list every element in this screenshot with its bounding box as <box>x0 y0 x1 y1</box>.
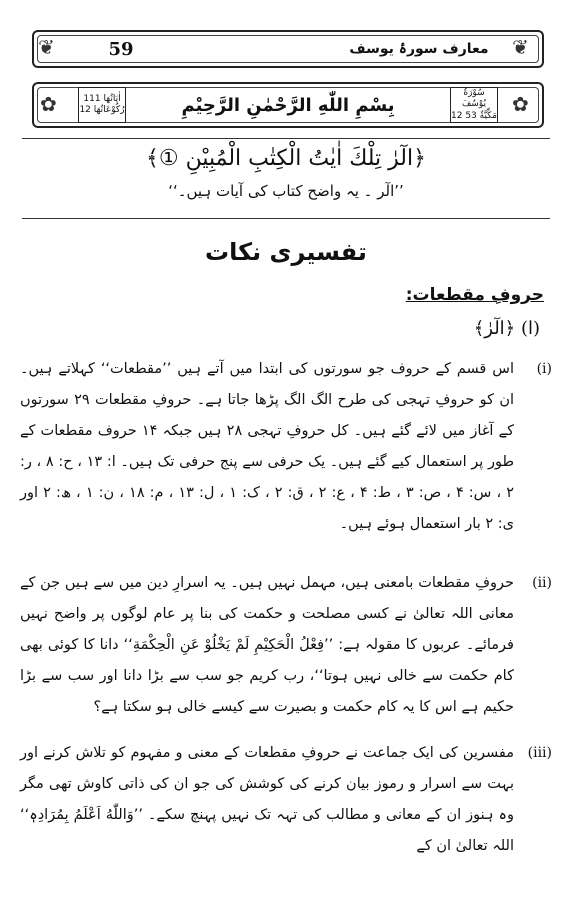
paragraph-3 <box>20 738 552 862</box>
paragraph-text: اس قسم کے حروف جو سورتوں کی ابتدا میں آتے ہیں ’’مقطعات‘‘ کہلاتے ہیں۔ ان کو حروفِ تہجی کی طرح الگ الگ پڑھا جاتا ہے۔ حروفِ مقطعات ۲۹ سورتوں کے آغاز میں لائے گئے ہیں۔ کل حروفِ تہجی ۲۸ ہیں جبکہ ۱۴ حروف مقطعات کے طور پر استعمال کیے گئے ہیں۔ یک حرفی سے پنج حرفی تک ہیں۔ ا: ۱۳ ، ح: ۸ ، ر: ۲ ، س: ۴ ، ص: ۳ ، ط: ۴ ، ع: ۲ ، ق: ۲ ، ک: ۱ ، ل: ۱۳ ، م: ۱۸ ، ن: ۱ ، ھ: ۲ اور ی: ۲ بار استعمال ہوئے ہیں۔ <box>20 361 514 532</box>
surah-name-box <box>450 87 498 123</box>
verse-translation: ’’الٓر ۔ یہ واضح کتاب کی آیات ہیں۔‘‘ <box>168 182 404 200</box>
ornament-flourish-icon: ✿ <box>512 92 529 116</box>
paragraph-2 <box>20 568 552 723</box>
paragraph-text: حروفِ مقطعات بامعنی ہیں، مہمل نہیں ہیں۔ یہ اسرارِ دین میں سے ہیں جن کے معانی اللہ تعالیٰ نے کسی مصلحت و حکمت کی بنا پر عام لوگوں پر واضح نہیں فرمائے۔ عربوں کا مقولہ ہے: ’’فِعْلُ الْحَكِيْمِ لَمْ يَخْلُوْ عَنِ الْحِكْمَةِ‘‘ دانا کا کوئی بھی کام حکمت سے خالی نہیں ہوتا‘‘، رب کریم جو سب سے بڑا دانا اور سب سے بڑا حکیم ہے اس کا یہ کام حکمت و بصیرت سے کیسے خالی ہو سکتا ہے؟ <box>20 575 514 715</box>
bismillah: بِسْمِ اللّٰهِ الرَّحْمٰنِ الرَّحِيْمِ <box>181 94 395 116</box>
divider <box>22 218 550 219</box>
section-title: تفسیری نکات <box>205 238 367 266</box>
page-number: 59 <box>108 38 134 60</box>
ruku-count: رُكُوْعَاتُهَا 12 <box>79 105 125 115</box>
paragraph-text: مفسرین کی ایک جماعت نے حروفِ مقطعات کے معنی و مفہوم کو تلاش کرنے اور بہت سے اسرار و رموز بیان کرنے کی کوشش کی جو ان کی ذاتی کاوش تھی مگر وہ ہنوز ان کے معانی و مطالب کی تہہ تک نہیں پہنچ سکے۔ ’’وَاللّٰهُ اَعْلَمُ بِمُرَادِهٖ‘‘ اللہ تعالیٰ ان کے <box>20 745 514 854</box>
surah-meta: 12 مَكِّيَّةٌ 53 <box>451 110 497 121</box>
subheading: حروفِ مقطعات: <box>405 285 544 305</box>
divider <box>22 138 550 139</box>
ayah-count-box <box>78 87 126 123</box>
ornament-flourish-icon: ❦ <box>512 35 529 59</box>
verse-arabic: ﴿الٓرٰ تِلْكَ اٰيٰتُ الْكِتٰبِ الْمُبِيْنِ ①﴾ <box>146 146 426 171</box>
muqattaat-letters: (ا) ﴿الٓرٰ﴾ <box>473 318 540 339</box>
ornament-flourish-icon: ❦ <box>38 35 55 59</box>
running-title: معارف سورۂ یوسف <box>349 41 489 57</box>
paragraph-marker: (i) <box>536 361 552 377</box>
paragraph-marker: (iii) <box>527 745 552 761</box>
paragraph-marker: (ii) <box>532 575 552 591</box>
ayah-count: اٰيَاتُهَا 111 <box>83 93 121 104</box>
paragraph-1 <box>20 354 552 540</box>
ornament-flourish-icon: ✿ <box>40 92 57 116</box>
surah-name: سُوْرَةُ يُوْسُفَ <box>461 88 486 110</box>
